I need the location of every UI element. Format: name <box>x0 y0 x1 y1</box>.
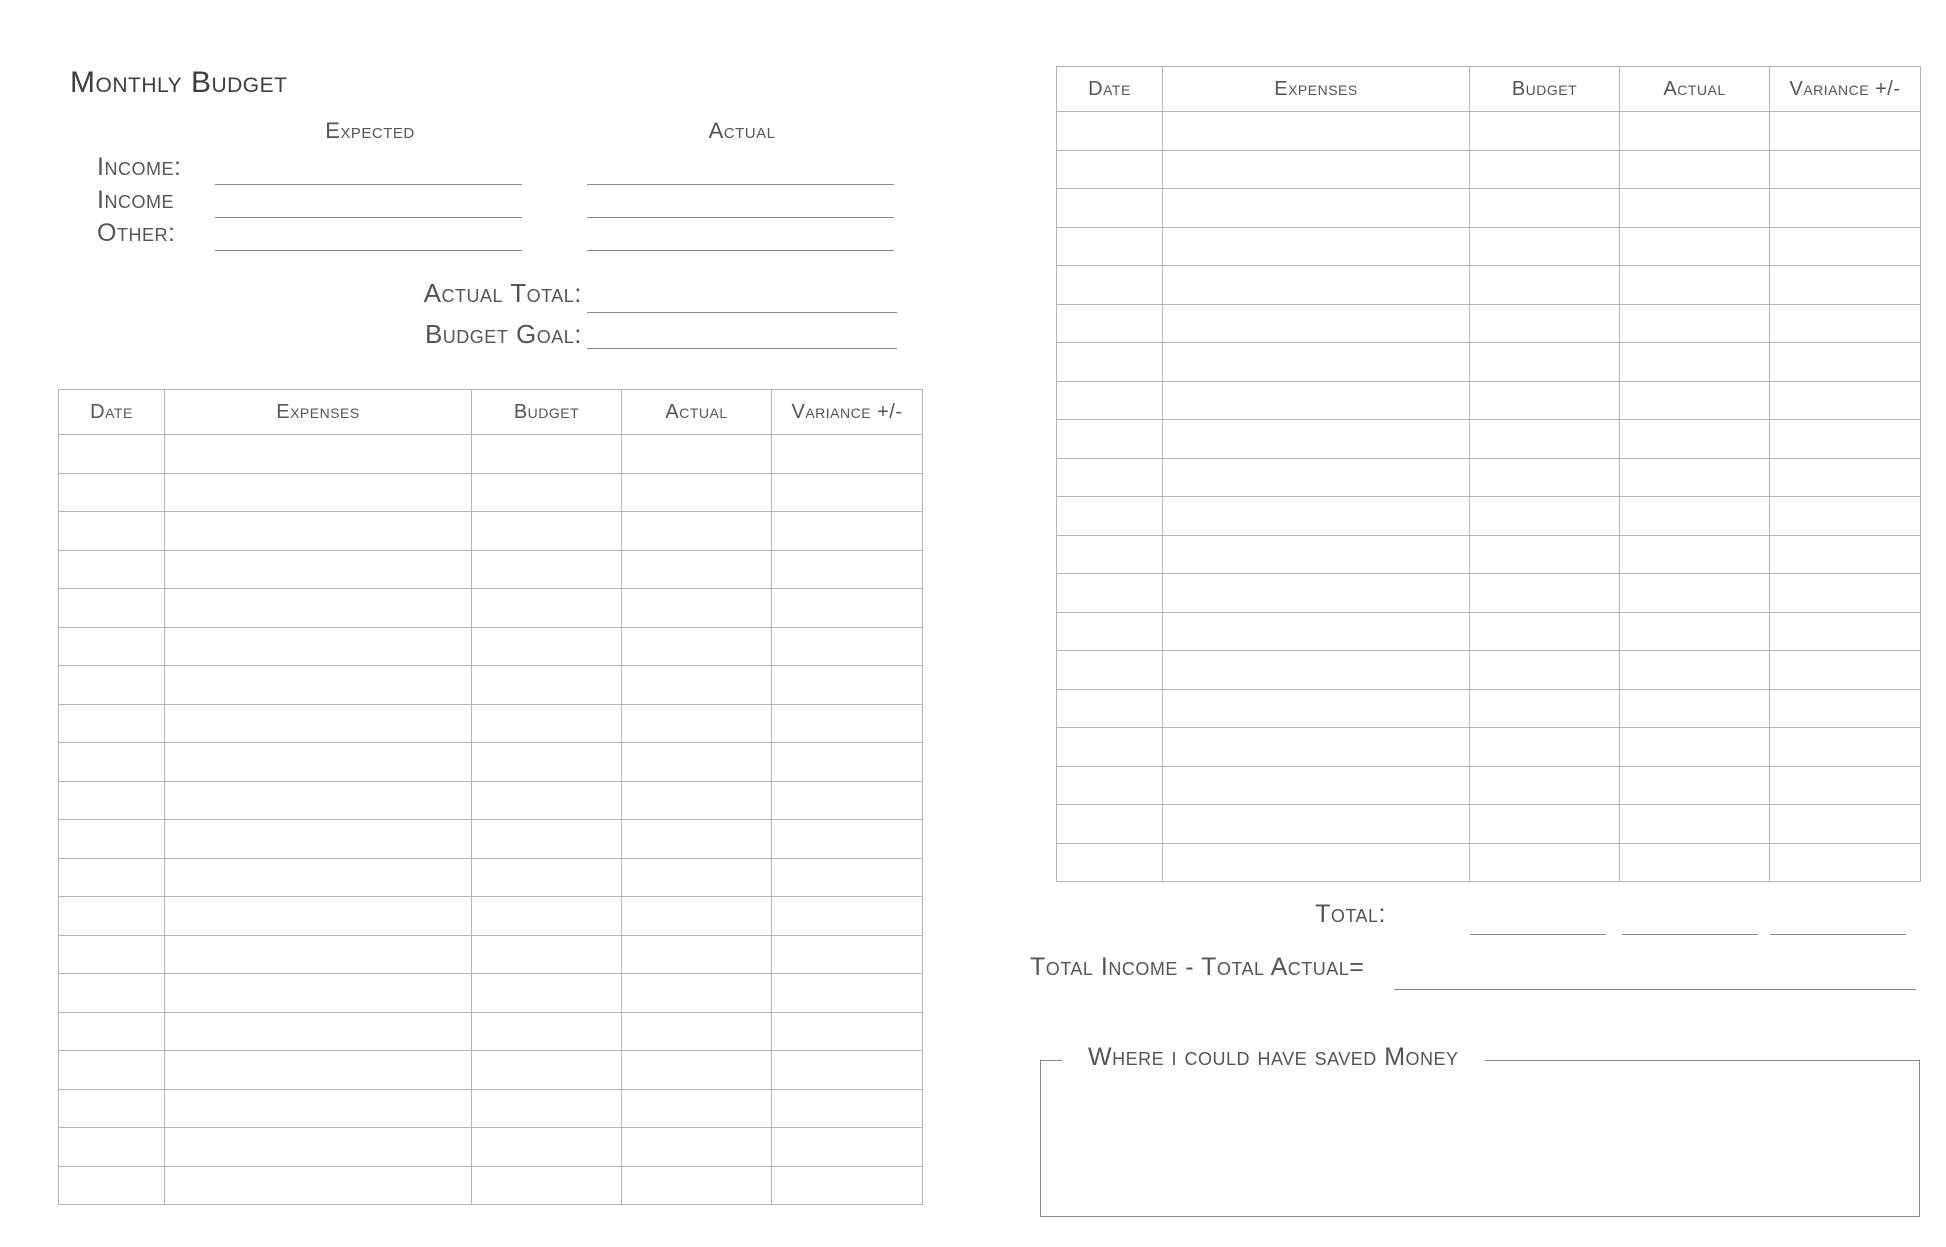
date-cell[interactable] <box>1057 651 1163 690</box>
date-cell[interactable] <box>1057 535 1163 574</box>
table-row <box>59 550 923 589</box>
date-cell[interactable] <box>59 1051 165 1090</box>
budget-cell[interactable] <box>1470 227 1620 266</box>
budget-header: Budget <box>1470 67 1620 112</box>
actual-cell[interactable] <box>622 1089 772 1128</box>
table-row <box>1057 497 1921 536</box>
expense-cell[interactable] <box>165 1089 472 1128</box>
actual-header: Actual <box>622 390 772 435</box>
income-actual-field[interactable] <box>587 184 894 185</box>
variance-cell[interactable] <box>772 1128 923 1167</box>
actual-cell[interactable] <box>1620 150 1770 189</box>
budget-cell[interactable] <box>1470 535 1620 574</box>
actual-column-header: Actual <box>708 118 776 143</box>
total-actual-field[interactable] <box>1622 934 1758 935</box>
expense-cell[interactable] <box>165 435 472 474</box>
table-row <box>1057 420 1921 459</box>
date-cell[interactable] <box>1057 381 1163 420</box>
date-cell[interactable] <box>1057 266 1163 305</box>
table-row <box>1057 574 1921 613</box>
date-cell[interactable] <box>1057 805 1163 844</box>
date-cell[interactable] <box>59 743 165 782</box>
budget-cell[interactable] <box>1470 497 1620 536</box>
expense-cell[interactable] <box>1163 497 1470 536</box>
variance-cell[interactable] <box>1770 304 1921 343</box>
expense-cell[interactable] <box>165 473 472 512</box>
actual-cell[interactable] <box>622 512 772 551</box>
expenses-header: Expenses <box>1163 67 1470 112</box>
table-row <box>59 1012 923 1051</box>
variance-cell[interactable] <box>772 897 923 936</box>
savings-label: Where i could have saved Money <box>1062 1043 1485 1072</box>
date-cell[interactable] <box>1057 150 1163 189</box>
expense-cell[interactable] <box>1163 843 1470 882</box>
date-header: Date <box>59 390 165 435</box>
expense-cell[interactable] <box>165 1051 472 1090</box>
budget-cell[interactable] <box>472 1166 622 1205</box>
savings-notes-box[interactable] <box>1040 1060 1920 1217</box>
budget-cell[interactable] <box>472 666 622 705</box>
total-budget-field[interactable] <box>1470 934 1606 935</box>
budget-cell[interactable] <box>1470 304 1620 343</box>
expense-cell[interactable] <box>1163 266 1470 305</box>
page-title: Monthly Budget <box>70 66 288 99</box>
variance-cell[interactable] <box>1770 150 1921 189</box>
actual-cell[interactable] <box>622 743 772 782</box>
date-cell[interactable] <box>59 473 165 512</box>
budget-cell[interactable] <box>472 627 622 666</box>
other-actual-field[interactable] <box>587 250 894 251</box>
date-cell[interactable] <box>59 704 165 743</box>
actual-cell[interactable] <box>622 1051 772 1090</box>
expense-cell[interactable] <box>165 743 472 782</box>
variance-cell[interactable] <box>772 781 923 820</box>
variance-cell[interactable] <box>772 974 923 1013</box>
budget-cell[interactable] <box>472 589 622 628</box>
budget-cell[interactable] <box>472 858 622 897</box>
date-cell[interactable] <box>59 858 165 897</box>
expenses-header: Expenses <box>165 390 472 435</box>
budget-cell[interactable] <box>472 781 622 820</box>
date-cell[interactable] <box>59 435 165 474</box>
budget-cell[interactable] <box>1470 689 1620 728</box>
variance-cell[interactable] <box>1770 689 1921 728</box>
date-cell[interactable] <box>59 974 165 1013</box>
income-2-actual-field[interactable] <box>587 217 894 218</box>
expense-cell[interactable] <box>1163 574 1470 613</box>
income-2-expected-field[interactable] <box>215 217 522 218</box>
table-row <box>1057 112 1921 151</box>
budget-header: Budget <box>472 390 622 435</box>
expense-cell[interactable] <box>165 897 472 936</box>
expense-cell[interactable] <box>165 666 472 705</box>
total-variance-field[interactable] <box>1770 934 1906 935</box>
date-cell[interactable] <box>1057 689 1163 728</box>
budget-cell[interactable] <box>472 473 622 512</box>
variance-cell[interactable] <box>1770 535 1921 574</box>
expense-cell[interactable] <box>1163 304 1470 343</box>
variance-cell[interactable] <box>1770 420 1921 459</box>
budget-cell[interactable] <box>472 1051 622 1090</box>
expense-cell[interactable] <box>1163 728 1470 767</box>
date-cell[interactable] <box>59 820 165 859</box>
actual-cell[interactable] <box>1620 381 1770 420</box>
variance-cell[interactable] <box>772 1166 923 1205</box>
table-row <box>1057 266 1921 305</box>
variance-cell[interactable] <box>772 858 923 897</box>
actual-cell[interactable] <box>622 666 772 705</box>
actual-cell[interactable] <box>1620 728 1770 767</box>
actual-cell[interactable] <box>1620 843 1770 882</box>
variance-cell[interactable] <box>772 473 923 512</box>
expense-cell[interactable] <box>165 550 472 589</box>
actual-cell[interactable] <box>622 858 772 897</box>
date-cell[interactable] <box>1057 728 1163 767</box>
actual-cell[interactable] <box>622 1128 772 1167</box>
date-cell[interactable] <box>1057 189 1163 228</box>
expense-cell[interactable] <box>1163 420 1470 459</box>
variance-cell[interactable] <box>1770 728 1921 767</box>
date-cell[interactable] <box>59 935 165 974</box>
table-row <box>1057 150 1921 189</box>
variance-cell[interactable] <box>772 627 923 666</box>
actual-cell[interactable] <box>1620 343 1770 382</box>
actual-cell[interactable] <box>622 550 772 589</box>
date-cell[interactable] <box>59 512 165 551</box>
budget-cell[interactable] <box>1470 612 1620 651</box>
date-cell[interactable] <box>1057 612 1163 651</box>
actual-cell[interactable] <box>622 589 772 628</box>
variance-cell[interactable] <box>1770 343 1921 382</box>
table-row <box>59 897 923 936</box>
budget-cell[interactable] <box>1470 150 1620 189</box>
actual-cell[interactable] <box>1620 112 1770 151</box>
date-cell[interactable] <box>1057 458 1163 497</box>
actual-cell[interactable] <box>1620 189 1770 228</box>
income-expected-field[interactable] <box>215 184 522 185</box>
budget-cell[interactable] <box>1470 266 1620 305</box>
expense-table-right <box>1056 66 1921 882</box>
expected-column-header: Expected <box>325 118 415 143</box>
expense-cell[interactable] <box>1163 805 1470 844</box>
table-row <box>1057 304 1921 343</box>
table-row <box>1057 189 1921 228</box>
expense-cell[interactable] <box>1163 189 1470 228</box>
actual-cell[interactable] <box>622 820 772 859</box>
table-row <box>59 666 923 705</box>
budget-cell[interactable] <box>472 1089 622 1128</box>
table-row <box>1057 766 1921 805</box>
variance-cell[interactable] <box>772 1089 923 1128</box>
table-row <box>59 781 923 820</box>
budget-goal-field[interactable] <box>587 348 897 349</box>
expense-cell[interactable] <box>1163 651 1470 690</box>
table-row <box>1057 843 1921 882</box>
table-row <box>59 743 923 782</box>
actual-total-field[interactable] <box>587 312 897 313</box>
income-row-label: Income: <box>97 153 182 181</box>
variance-cell[interactable] <box>1770 766 1921 805</box>
actual-cell[interactable] <box>1620 574 1770 613</box>
actual-cell[interactable] <box>622 627 772 666</box>
variance-cell[interactable] <box>1770 266 1921 305</box>
actual-cell[interactable] <box>622 473 772 512</box>
date-cell[interactable] <box>59 666 165 705</box>
variance-cell[interactable] <box>1770 843 1921 882</box>
expense-cell[interactable] <box>1163 766 1470 805</box>
date-cell[interactable] <box>1057 343 1163 382</box>
table-row <box>1057 343 1921 382</box>
table-row <box>1057 381 1921 420</box>
date-cell[interactable] <box>1057 112 1163 151</box>
other-row-label: Other: <box>97 219 176 247</box>
variance-cell[interactable] <box>1770 651 1921 690</box>
total-label: Total: <box>1315 900 1386 928</box>
actual-cell[interactable] <box>1620 535 1770 574</box>
budget-cell[interactable] <box>472 704 622 743</box>
actual-cell[interactable] <box>622 1012 772 1051</box>
budget-cell[interactable] <box>1470 805 1620 844</box>
variance-cell[interactable] <box>772 743 923 782</box>
variance-header: Variance +/- <box>772 390 923 435</box>
budget-cell[interactable] <box>472 1128 622 1167</box>
budget-cell[interactable] <box>472 974 622 1013</box>
table-row <box>59 858 923 897</box>
budget-cell[interactable] <box>1470 381 1620 420</box>
expense-cell[interactable] <box>165 512 472 551</box>
actual-cell[interactable] <box>622 974 772 1013</box>
budget-cell[interactable] <box>1470 112 1620 151</box>
expense-cell[interactable] <box>165 589 472 628</box>
table-row <box>1057 535 1921 574</box>
table-row <box>59 435 923 474</box>
actual-cell[interactable] <box>622 897 772 936</box>
budget-cell[interactable] <box>1470 843 1620 882</box>
actual-cell[interactable] <box>622 781 772 820</box>
actual-total-label: Actual Total: <box>423 278 582 308</box>
expense-cell[interactable] <box>1163 343 1470 382</box>
date-cell[interactable] <box>59 589 165 628</box>
date-cell[interactable] <box>1057 227 1163 266</box>
table-row <box>59 627 923 666</box>
budget-cell[interactable] <box>472 435 622 474</box>
variance-cell[interactable] <box>1770 381 1921 420</box>
variance-cell[interactable] <box>1770 189 1921 228</box>
variance-cell[interactable] <box>772 512 923 551</box>
expense-cell[interactable] <box>165 820 472 859</box>
variance-cell[interactable] <box>1770 112 1921 151</box>
expense-cell[interactable] <box>1163 227 1470 266</box>
table-row <box>59 974 923 1013</box>
expense-cell[interactable] <box>1163 612 1470 651</box>
expense-table-left <box>58 389 923 1205</box>
date-cell[interactable] <box>1057 574 1163 613</box>
variance-header: Variance +/- <box>1770 67 1921 112</box>
table-row <box>59 1051 923 1090</box>
other-expected-field[interactable] <box>215 250 522 251</box>
date-cell[interactable] <box>59 897 165 936</box>
date-cell[interactable] <box>1057 766 1163 805</box>
expense-cell[interactable] <box>165 858 472 897</box>
budget-cell[interactable] <box>472 897 622 936</box>
budget-cell[interactable] <box>1470 343 1620 382</box>
budget-cell[interactable] <box>472 512 622 551</box>
table-row <box>1057 805 1921 844</box>
variance-cell[interactable] <box>772 704 923 743</box>
date-cell[interactable] <box>1057 843 1163 882</box>
budget-cell[interactable] <box>472 550 622 589</box>
actual-cell[interactable] <box>1620 304 1770 343</box>
actual-cell[interactable] <box>1620 805 1770 844</box>
date-header: Date <box>1057 67 1163 112</box>
actual-cell[interactable] <box>1620 227 1770 266</box>
expense-cell[interactable] <box>1163 150 1470 189</box>
actual-cell[interactable] <box>1620 458 1770 497</box>
table-row <box>1057 458 1921 497</box>
table-row <box>59 704 923 743</box>
variance-cell[interactable] <box>1770 458 1921 497</box>
variance-cell[interactable] <box>772 589 923 628</box>
budget-cell[interactable] <box>472 743 622 782</box>
budget-cell[interactable] <box>472 820 622 859</box>
table-row <box>59 935 923 974</box>
table-row <box>59 1166 923 1205</box>
table-row <box>59 1089 923 1128</box>
expense-cell[interactable] <box>1163 689 1470 728</box>
expense-cell[interactable] <box>165 974 472 1013</box>
variance-cell[interactable] <box>772 666 923 705</box>
table-row <box>1057 689 1921 728</box>
table-row <box>59 1128 923 1167</box>
variance-cell[interactable] <box>772 550 923 589</box>
table-row <box>1057 612 1921 651</box>
budget-cell[interactable] <box>1470 728 1620 767</box>
table-row <box>59 589 923 628</box>
table-row <box>59 820 923 859</box>
expense-cell[interactable] <box>165 627 472 666</box>
date-cell[interactable] <box>59 550 165 589</box>
budget-cell[interactable] <box>1470 574 1620 613</box>
total-income-minus-actual-label: Total Income - Total Actual= <box>1030 953 1365 981</box>
variance-cell[interactable] <box>1770 497 1921 536</box>
variance-cell[interactable] <box>1770 612 1921 651</box>
date-cell[interactable] <box>1057 304 1163 343</box>
variance-cell[interactable] <box>772 1051 923 1090</box>
actual-cell[interactable] <box>1620 689 1770 728</box>
expense-cell[interactable] <box>165 781 472 820</box>
table-row <box>59 512 923 551</box>
expense-cell[interactable] <box>1163 458 1470 497</box>
actual-cell[interactable] <box>1620 766 1770 805</box>
budget-cell[interactable] <box>1470 189 1620 228</box>
actual-cell[interactable] <box>622 935 772 974</box>
budget-cell[interactable] <box>1470 651 1620 690</box>
actual-cell[interactable] <box>1620 497 1770 536</box>
variance-cell[interactable] <box>772 935 923 974</box>
actual-header: Actual <box>1620 67 1770 112</box>
budget-cell[interactable] <box>1470 458 1620 497</box>
budget-cell[interactable] <box>1470 420 1620 459</box>
expense-cell[interactable] <box>165 1128 472 1167</box>
expense-cell[interactable] <box>1163 535 1470 574</box>
variance-cell[interactable] <box>772 820 923 859</box>
actual-cell[interactable] <box>622 1166 772 1205</box>
total-income-minus-actual-field[interactable] <box>1394 989 1916 990</box>
table-row <box>1057 728 1921 767</box>
budget-goal-label: Budget Goal: <box>424 319 582 349</box>
variance-cell[interactable] <box>1770 805 1921 844</box>
date-cell[interactable] <box>59 1166 165 1205</box>
date-cell[interactable] <box>59 781 165 820</box>
date-cell[interactable] <box>59 1128 165 1167</box>
date-cell[interactable] <box>59 1089 165 1128</box>
budget-cell[interactable] <box>472 935 622 974</box>
variance-cell[interactable] <box>1770 574 1921 613</box>
budget-cell[interactable] <box>472 1012 622 1051</box>
table-row <box>59 473 923 512</box>
actual-cell[interactable] <box>1620 420 1770 459</box>
expense-cell[interactable] <box>165 704 472 743</box>
variance-cell[interactable] <box>1770 227 1921 266</box>
date-cell[interactable] <box>1057 497 1163 536</box>
budget-cell[interactable] <box>1470 766 1620 805</box>
date-cell[interactable] <box>59 627 165 666</box>
expense-cell[interactable] <box>165 1166 472 1205</box>
date-cell[interactable] <box>59 1012 165 1051</box>
expense-cell[interactable] <box>1163 112 1470 151</box>
date-cell[interactable] <box>1057 420 1163 459</box>
actual-cell[interactable] <box>622 704 772 743</box>
expense-cell[interactable] <box>165 935 472 974</box>
actual-cell[interactable] <box>1620 651 1770 690</box>
variance-cell[interactable] <box>772 1012 923 1051</box>
variance-cell[interactable] <box>772 435 923 474</box>
income-row-label-2: Income <box>97 186 174 214</box>
actual-cell[interactable] <box>1620 612 1770 651</box>
expense-cell[interactable] <box>165 1012 472 1051</box>
expense-cell[interactable] <box>1163 381 1470 420</box>
table-row <box>1057 227 1921 266</box>
table-row <box>1057 651 1921 690</box>
actual-cell[interactable] <box>1620 266 1770 305</box>
actual-cell[interactable] <box>622 435 772 474</box>
